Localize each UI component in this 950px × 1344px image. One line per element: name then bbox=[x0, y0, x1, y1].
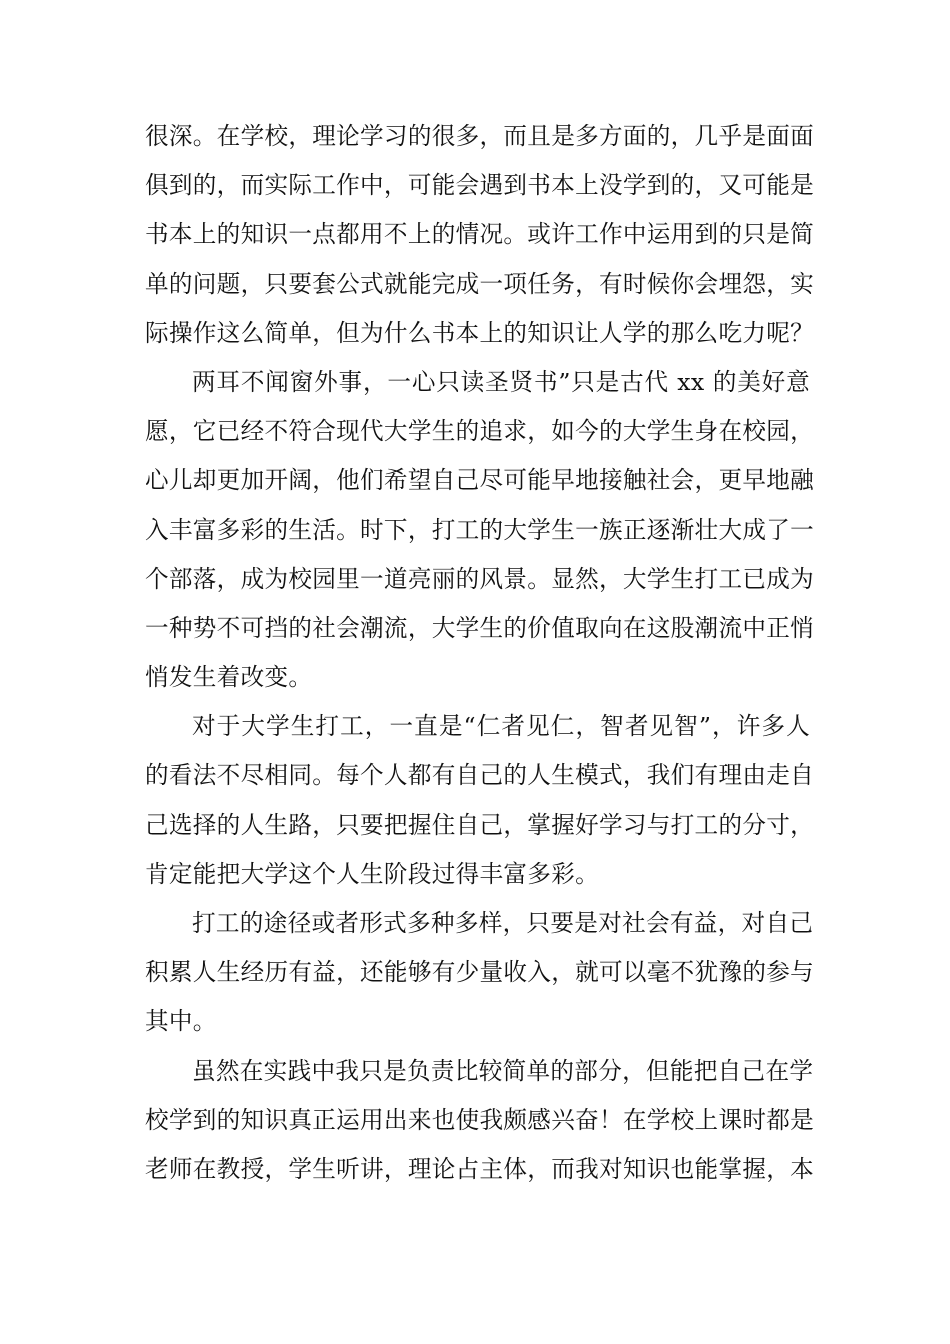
document-body bbox=[145, 112, 815, 1194]
body-line: 心儿却更加开阔，他们希望自己尽可能早地接触社会，更早地融 bbox=[145, 466, 815, 495]
body-line: 悄发生着改变。 bbox=[145, 663, 313, 692]
body-line: 对于大学生打工，一直是“仁者见仁，智者见智”，许多人 bbox=[192, 712, 810, 741]
body-line: 虽然在实践中我只是负责比较简单的部分，但能把自己在学 bbox=[192, 1056, 814, 1085]
body-line: 俱到的，而实际工作中，可能会遇到书本上没学到的，又可能是 bbox=[145, 171, 815, 200]
body-line: 愿，它已经不符合现代大学生的追求，如今的大学生身在校园， bbox=[145, 417, 815, 446]
body-line: 老师在教授，学生听讲，理论占主体，而我对知识也能掌握，本 bbox=[145, 1154, 815, 1183]
body-line: 一种势不可挡的社会潮流，大学生的价值取向在这股潮流中正悄 bbox=[145, 613, 815, 642]
body-line: 肯定能把大学这个人生阶段过得丰富多彩。 bbox=[145, 859, 599, 888]
body-line: 的看法不尽相同。每个人都有自己的人生模式，我们有理由走自 bbox=[145, 761, 815, 790]
body-line: 其中。 bbox=[145, 1007, 217, 1036]
body-line: 际操作这么简单，但为什么书本上的知识让人学的那么吃力呢？ bbox=[145, 318, 815, 347]
body-line: 积累人生经历有益，还能够有少量收入，就可以毫不犹豫的参与 bbox=[145, 958, 815, 987]
body-line: 很深。在学校，理论学习的很多，而且是多方面的，几乎是面面 bbox=[145, 122, 815, 150]
body-line: 两耳不闻窗外事，一心只读圣贤书”只是古代 xx 的美好意 bbox=[192, 367, 810, 396]
body-line: 单的问题，只要套公式就能完成一项任务，有时候你会埋怨，实 bbox=[145, 269, 815, 298]
body-line: 书本上的知识一点都用不上的情况。或许工作中运用到的只是简 bbox=[145, 220, 815, 249]
body-line: 打工的途径或者形式多种多样，只要是对社会有益，对自己 bbox=[192, 909, 814, 937]
body-line: 校学到的知识真正运用出来也使我颇感兴奋！在学校上课时都是 bbox=[145, 1105, 815, 1134]
body-line: 个部落，成为校园里一道亮丽的风景。显然，大学生打工已成为 bbox=[145, 564, 815, 593]
body-line: 入丰富多彩的生活。时下，打工的大学生一族正逐渐壮大成了一 bbox=[145, 515, 815, 544]
body-line: 己选择的人生路，只要把握住自己，掌握好学习与打工的分寸， bbox=[145, 810, 815, 839]
